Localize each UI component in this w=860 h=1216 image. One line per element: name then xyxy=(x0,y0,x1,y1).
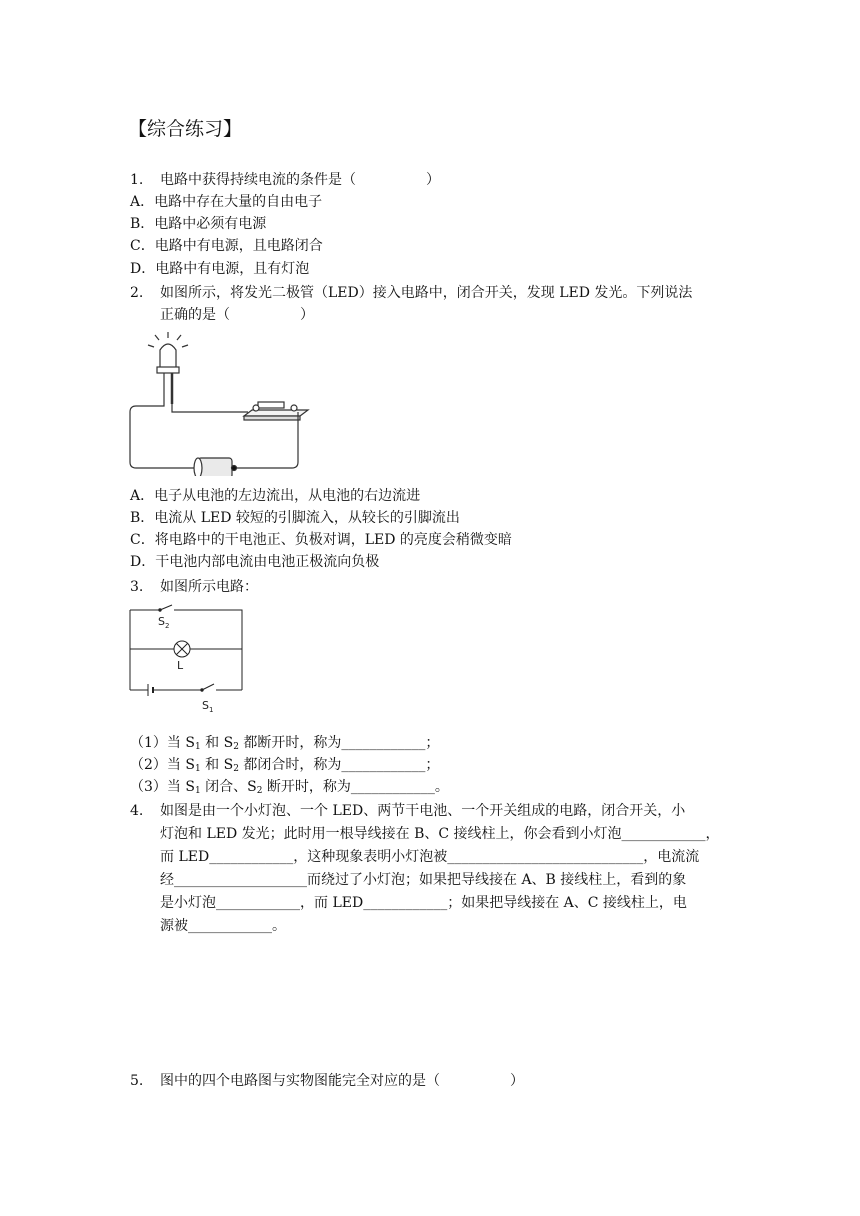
switch-s1-icon xyxy=(202,684,214,690)
q5-stem: 图中的四个电路图与实物图能完全对应的是（ ） xyxy=(160,1073,524,1089)
led-circuit-figure xyxy=(126,330,316,476)
q2-stem-line2: 正确的是（ ） xyxy=(160,307,314,323)
q3-sub2: （2）当 $S_1$ 和 $S_2$ 都闭合时，称为____________； xyxy=(130,757,440,774)
section-heading: 【综合练习】 xyxy=(128,118,243,140)
q1-number: 1. xyxy=(130,172,144,188)
q3-sub1: （1）当 $S_1$ 和 $S_2$ 都断开时，称为____________； xyxy=(130,735,440,752)
q4-line2: 灯泡和 LED 发光；此时用一根导线接在 B、C 接线柱上，你会看到小灯泡____________， xyxy=(160,826,720,842)
q4-line5: 是小灯泡____________，而 LED____________；如果把导线接在 A、C 接线柱上，电 xyxy=(160,895,687,911)
q4-line1: 如图是由一个小灯泡、一个 LED、两节干电池、一个开关组成的电路，闭合开关，小 xyxy=(160,803,686,819)
q1-option-a: A．电路中存在大量的自由电子 xyxy=(130,194,323,210)
q4-line3: 而 LED____________，这种现象表明小灯泡被____________________________，电流流 xyxy=(160,849,700,865)
s1-s2-lamp-circuit-figure xyxy=(126,602,248,714)
q2-option-d: D．干电池内部电流由电池正极流向负极 xyxy=(130,554,380,570)
q4-line6: 源被____________。 xyxy=(160,918,286,934)
q1-option-b: B．电路中必须有电源 xyxy=(130,216,267,232)
q4-line4: 经___________________而绕过了小灯泡；如果把导线接在 A、B 接线柱上，看到的象 xyxy=(160,872,687,888)
battery-icon xyxy=(194,458,237,476)
q3-sub3: （3）当 $S_1$ 闭合、$S_2$ 断开时，称为____________。 xyxy=(130,779,449,796)
q2-stem-line1: 如图所示，将发光二极管（LED）接入电路中，闭合开关，发现 LED 发光。下列说法 xyxy=(160,285,693,301)
q4-number: 4. xyxy=(130,803,144,819)
q1-stem: 电路中获得持续电流的条件是（ ） xyxy=(160,172,440,188)
q1-option-d: D．电路中有电源，且有灯泡 xyxy=(130,261,310,277)
q3-stem: 如图所示电路： xyxy=(160,579,258,595)
label-l: L xyxy=(177,659,184,672)
q5-number: 5. xyxy=(130,1073,144,1089)
q2-option-a: A．电子从电池的左边流出，从电池的右边流进 xyxy=(130,488,421,504)
label-s2: $S_2$ xyxy=(158,615,170,630)
label-s1: $S_1$ xyxy=(202,699,214,714)
switch-s2-icon xyxy=(160,605,172,610)
q2-option-b: B．电流从 LED 较短的引脚流入，从较长的引脚流出 xyxy=(130,510,460,526)
q1-option-c: C．电路中有电源，且电路闭合 xyxy=(130,238,323,254)
q3-number: 3. xyxy=(130,579,144,595)
q2-number: 2. xyxy=(130,285,144,301)
led-icon xyxy=(160,344,176,368)
q2-option-c: C．将电路中的干电池正、负极对调，LED 的亮度会稍微变暗 xyxy=(130,532,512,548)
